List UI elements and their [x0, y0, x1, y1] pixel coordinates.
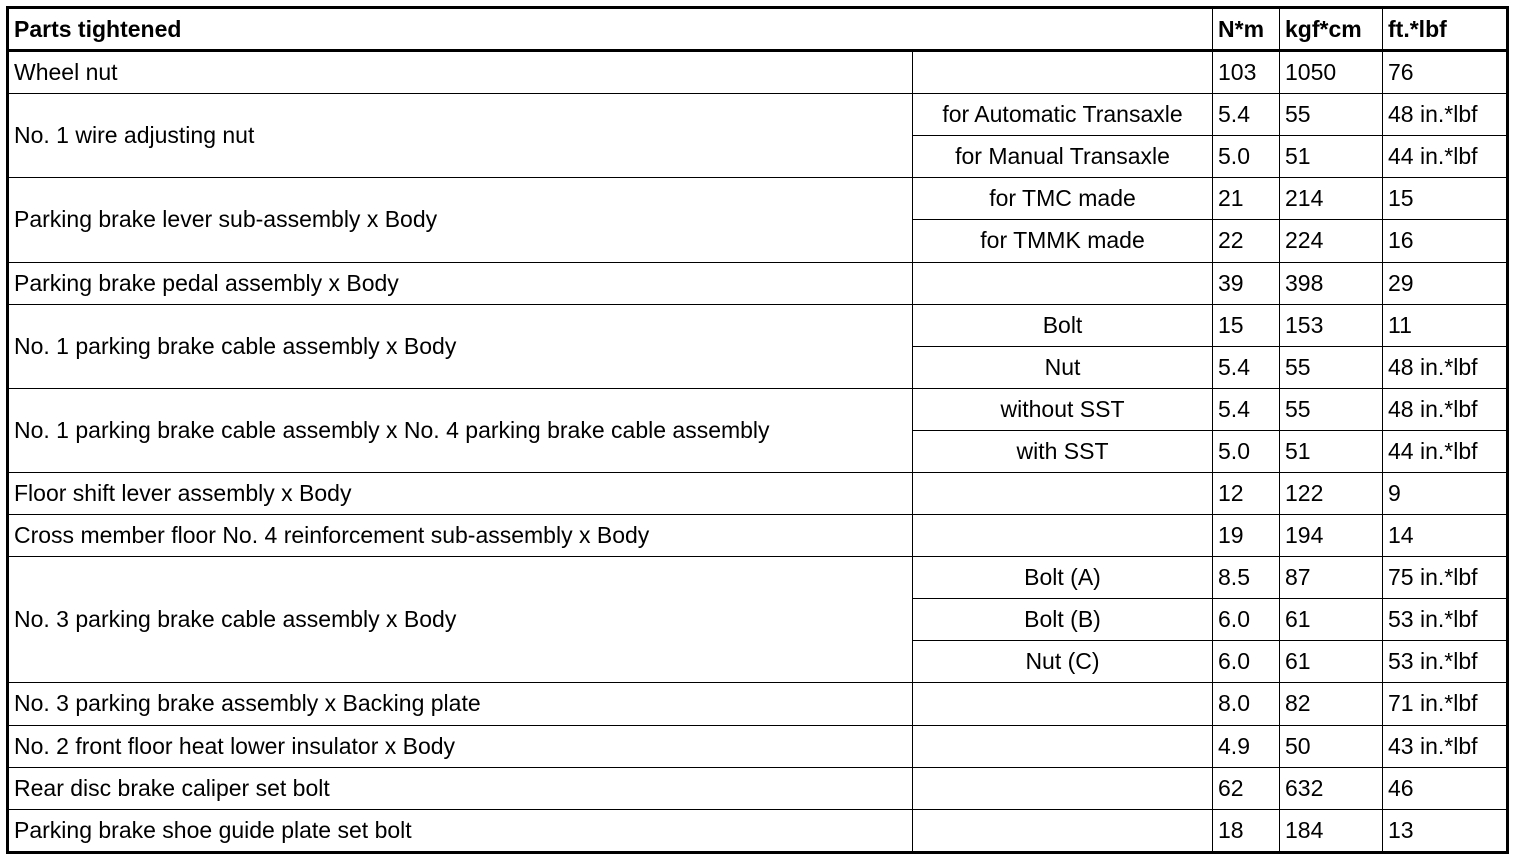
- condition-cell: without SST: [913, 388, 1213, 430]
- table-row: [8, 51, 1508, 94]
- torque-ft-lbf-cell: 48 in.*lbf: [1383, 94, 1508, 136]
- condition-cell: [913, 809, 1213, 852]
- torque-kgf-cm-cell: 632: [1280, 767, 1383, 809]
- torque-nm-cell: 5.4: [1213, 94, 1280, 136]
- torque-nm-cell: 5.4: [1213, 388, 1280, 430]
- condition-cell: Bolt: [913, 304, 1213, 346]
- header-row: [8, 8, 1508, 51]
- torque-nm-cell: 19: [1213, 515, 1280, 557]
- torque-ft-lbf-cell: 43 in.*lbf: [1383, 725, 1508, 767]
- condition-cell: Nut: [913, 346, 1213, 388]
- part-name-cell: Wheel nut: [8, 51, 913, 94]
- header-parts-tightened: Parts tightened: [8, 8, 1213, 51]
- torque-nm-cell: 4.9: [1213, 725, 1280, 767]
- part-name-cell: Rear disc brake caliper set bolt: [8, 767, 913, 809]
- condition-cell: [913, 725, 1213, 767]
- part-name-cell: No. 1 wire adjusting nut: [8, 94, 913, 178]
- part-name-cell: Cross member floor No. 4 reinforcement sub-assembly x Body: [8, 515, 913, 557]
- torque-nm-cell: 8.0: [1213, 683, 1280, 725]
- torque-kgf-cm-cell: 1050: [1280, 51, 1383, 94]
- torque-nm-cell: 5.4: [1213, 346, 1280, 388]
- torque-nm-cell: 5.0: [1213, 430, 1280, 472]
- table-row: [8, 557, 1508, 599]
- table-row: [8, 262, 1508, 304]
- torque-ft-lbf-cell: 15: [1383, 178, 1508, 220]
- torque-kgf-cm-cell: 51: [1280, 430, 1383, 472]
- torque-kgf-cm-cell: 50: [1280, 725, 1383, 767]
- torque-ft-lbf-cell: 46: [1383, 767, 1508, 809]
- torque-kgf-cm-cell: 153: [1280, 304, 1383, 346]
- condition-cell: Bolt (A): [913, 557, 1213, 599]
- condition-cell: for Automatic Transaxle: [913, 94, 1213, 136]
- torque-ft-lbf-cell: 48 in.*lbf: [1383, 388, 1508, 430]
- torque-ft-lbf-cell: 71 in.*lbf: [1383, 683, 1508, 725]
- table-row: [8, 304, 1508, 346]
- torque-kgf-cm-cell: 184: [1280, 809, 1383, 852]
- torque-ft-lbf-cell: 29: [1383, 262, 1508, 304]
- torque-nm-cell: 22: [1213, 220, 1280, 262]
- part-name-cell: Parking brake lever sub-assembly x Body: [8, 178, 913, 262]
- torque-ft-lbf-cell: 11: [1383, 304, 1508, 346]
- torque-nm-cell: 21: [1213, 178, 1280, 220]
- torque-kgf-cm-cell: 224: [1280, 220, 1383, 262]
- part-name-cell: No. 3 parking brake assembly x Backing plate: [8, 683, 913, 725]
- torque-kgf-cm-cell: 87: [1280, 557, 1383, 599]
- torque-nm-cell: 103: [1213, 51, 1280, 94]
- table-row: [8, 94, 1508, 136]
- condition-cell: for TMC made: [913, 178, 1213, 220]
- torque-ft-lbf-cell: 44 in.*lbf: [1383, 136, 1508, 178]
- table-body: [8, 51, 1508, 853]
- table-row: [8, 725, 1508, 767]
- torque-nm-cell: 15: [1213, 304, 1280, 346]
- part-name-cell: No. 2 front floor heat lower insulator x Body: [8, 725, 913, 767]
- torque-kgf-cm-cell: 122: [1280, 472, 1383, 514]
- torque-ft-lbf-cell: 76: [1383, 51, 1508, 94]
- part-name-cell: Parking brake shoe guide plate set bolt: [8, 809, 913, 852]
- torque-ft-lbf-cell: 14: [1383, 515, 1508, 557]
- torque-nm-cell: 6.0: [1213, 599, 1280, 641]
- torque-kgf-cm-cell: 61: [1280, 599, 1383, 641]
- torque-nm-cell: 39: [1213, 262, 1280, 304]
- torque-nm-cell: 6.0: [1213, 641, 1280, 683]
- torque-kgf-cm-cell: 194: [1280, 515, 1383, 557]
- torque-ft-lbf-cell: 48 in.*lbf: [1383, 346, 1508, 388]
- table-row: [8, 683, 1508, 725]
- table-row: [8, 515, 1508, 557]
- part-name-cell: No. 1 parking brake cable assembly x Body: [8, 304, 913, 388]
- torque-kgf-cm-cell: 55: [1280, 388, 1383, 430]
- condition-cell: [913, 51, 1213, 94]
- torque-ft-lbf-cell: 53 in.*lbf: [1383, 599, 1508, 641]
- torque-kgf-cm-cell: 51: [1280, 136, 1383, 178]
- table-row: [8, 472, 1508, 514]
- condition-cell: [913, 767, 1213, 809]
- torque-nm-cell: 18: [1213, 809, 1280, 852]
- header-ft-lbf: ft.*lbf: [1383, 8, 1508, 51]
- torque-kgf-cm-cell: 214: [1280, 178, 1383, 220]
- table-row: [8, 388, 1508, 430]
- part-name-cell: Floor shift lever assembly x Body: [8, 472, 913, 514]
- torque-kgf-cm-cell: 398: [1280, 262, 1383, 304]
- table-row: [8, 809, 1508, 852]
- condition-cell: [913, 683, 1213, 725]
- torque-kgf-cm-cell: 82: [1280, 683, 1383, 725]
- torque-ft-lbf-cell: 44 in.*lbf: [1383, 430, 1508, 472]
- torque-specification-table: [6, 6, 1509, 854]
- table-row: [8, 178, 1508, 220]
- part-name-cell: No. 3 parking brake cable assembly x Body: [8, 557, 913, 683]
- part-name-cell: Parking brake pedal assembly x Body: [8, 262, 913, 304]
- torque-kgf-cm-cell: 61: [1280, 641, 1383, 683]
- condition-cell: [913, 262, 1213, 304]
- torque-nm-cell: 62: [1213, 767, 1280, 809]
- torque-nm-cell: 12: [1213, 472, 1280, 514]
- condition-cell: [913, 472, 1213, 514]
- torque-ft-lbf-cell: 13: [1383, 809, 1508, 852]
- condition-cell: Bolt (B): [913, 599, 1213, 641]
- torque-kgf-cm-cell: 55: [1280, 94, 1383, 136]
- condition-cell: with SST: [913, 430, 1213, 472]
- torque-nm-cell: 8.5: [1213, 557, 1280, 599]
- header-nm: N*m: [1213, 8, 1280, 51]
- torque-ft-lbf-cell: 9: [1383, 472, 1508, 514]
- torque-ft-lbf-cell: 53 in.*lbf: [1383, 641, 1508, 683]
- condition-cell: [913, 515, 1213, 557]
- part-name-cell: No. 1 parking brake cable assembly x No. 4 parking brake cable assembly: [8, 388, 913, 472]
- torque-nm-cell: 5.0: [1213, 136, 1280, 178]
- header-kgf-cm: kgf*cm: [1280, 8, 1383, 51]
- condition-cell: for Manual Transaxle: [913, 136, 1213, 178]
- torque-ft-lbf-cell: 16: [1383, 220, 1508, 262]
- condition-cell: for TMMK made: [913, 220, 1213, 262]
- table-row: [8, 767, 1508, 809]
- condition-cell: Nut (C): [913, 641, 1213, 683]
- torque-ft-lbf-cell: 75 in.*lbf: [1383, 557, 1508, 599]
- torque-kgf-cm-cell: 55: [1280, 346, 1383, 388]
